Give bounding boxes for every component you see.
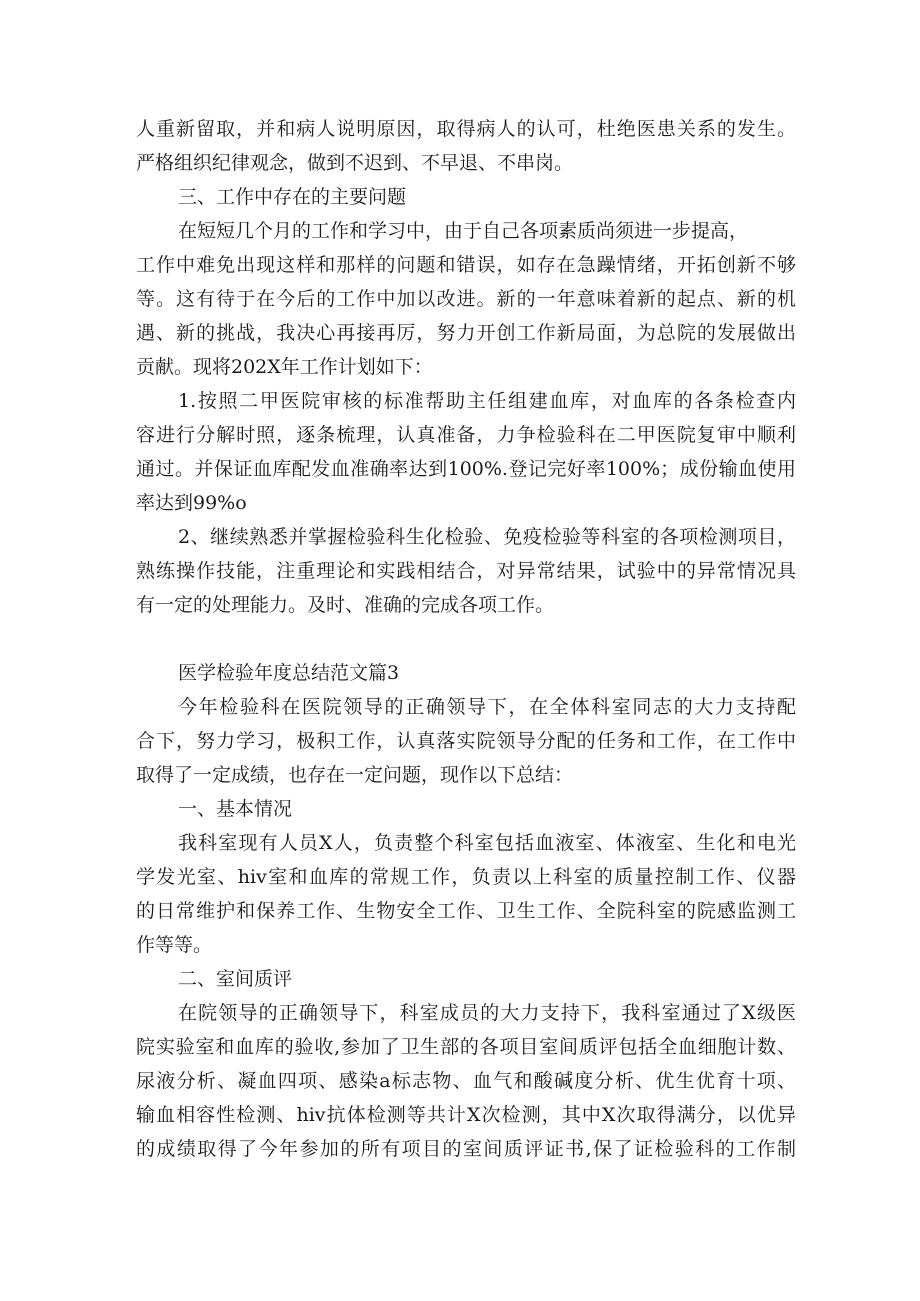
text-line: 一、基本情况 bbox=[178, 798, 293, 820]
text-line: 输血相容性检测、hiv抗体检测等共计X次检测，其中X次取得满分，以优异 bbox=[136, 1104, 796, 1126]
text-line: 等。这有待于在今后的工作中加以改进。新的一年意味着新的起点、新的机 bbox=[136, 288, 796, 310]
document-body bbox=[136, 112, 796, 1166]
text-line: 严格组织纪律观念，做到不迟到、不早退、不串岗。 bbox=[136, 152, 574, 174]
text-line: 医学检验年度总结范文篇3 bbox=[178, 662, 400, 684]
text-line: 我科室现有人员X人，负责整个科室包括血液室、体液室、生化和电光 bbox=[178, 832, 796, 854]
text-line: 有一定的处理能力。及时、准确的完成各项工作。 bbox=[136, 594, 555, 616]
text-line: 二、室间质评 bbox=[178, 968, 293, 990]
text-line: 容进行分解时照，逐条梳理，认真准备，力争检验科在二甲医院复审中顺利 bbox=[136, 424, 796, 446]
text-line: 遇、新的挑战，我决心再接再厉，努力开创工作新局面，为总院的发展做出 bbox=[136, 322, 796, 344]
text-line: 2、继续熟悉并掌握检验科生化检验、免疫检验等科室的各项检测项目， bbox=[178, 526, 796, 548]
text-line: 的日常维护和保养工作、生物安全工作、卫生工作、全院科室的院感监测工 bbox=[136, 900, 796, 922]
text-line: 三、工作中存在的主要问题 bbox=[178, 186, 407, 208]
text-line: 院实验室和血库的验收,参加了卫生部的各项目室间质评包括全血细胞计数、 bbox=[136, 1036, 796, 1058]
text-line: 作等等。 bbox=[136, 934, 213, 956]
text-line: 通过。并保证血库配发血准确率达到100%.登记完好率100%；成份输血使用 bbox=[136, 458, 796, 480]
text-line: 今年检验科在医院领导的正确领导下，在全体科室同志的大力支持配 bbox=[178, 696, 796, 718]
text-line: 1.按照二甲医院审核的标准帮助主任组建血库，对血库的各条检查内 bbox=[178, 390, 796, 412]
text-line: 学发光室、hiv室和血库的常规工作，负责以上科室的质量控制工作、仪器 bbox=[136, 866, 796, 888]
blank-line bbox=[136, 622, 796, 656]
text-line: 合下，努力学习，极积工作，认真落实院领导分配的任务和工作，在工作中 bbox=[136, 730, 796, 752]
text-line: 在短短几个月的工作和学习中，由于自己各项素质尚须进一步提高， bbox=[178, 220, 749, 242]
text-line: 取得了一定成绩，也存在一定问题，现作以下总结： bbox=[136, 764, 574, 786]
text-line: 贡献。现将202X年工作计划如下： bbox=[136, 356, 433, 378]
text-line: 尿液分析、凝血四项、感染a标志物、血气和酸碱度分析、优生优育十项、 bbox=[136, 1070, 796, 1092]
text-line: 工作中难免出现这样和那样的问题和错误，如存在急躁情绪，开拓创新不够 bbox=[136, 254, 796, 276]
text-line: 率达到99%o bbox=[136, 492, 247, 514]
text-line: 熟练操作技能，注重理论和实践相结合，对异常结果，试验中的异常情况具 bbox=[136, 560, 796, 582]
text-line: 的成绩取得了今年参加的所有项目的室间质评证书,保了证检验科的工作制 bbox=[136, 1138, 796, 1160]
text-line: 人重新留取，并和病人说明原因，取得病人的认可，杜绝医患关系的发生。 bbox=[136, 118, 796, 140]
text-line: 在院领导的正确领导下，科室成员的大力支持下，我科室通过了X级医 bbox=[178, 1002, 796, 1024]
